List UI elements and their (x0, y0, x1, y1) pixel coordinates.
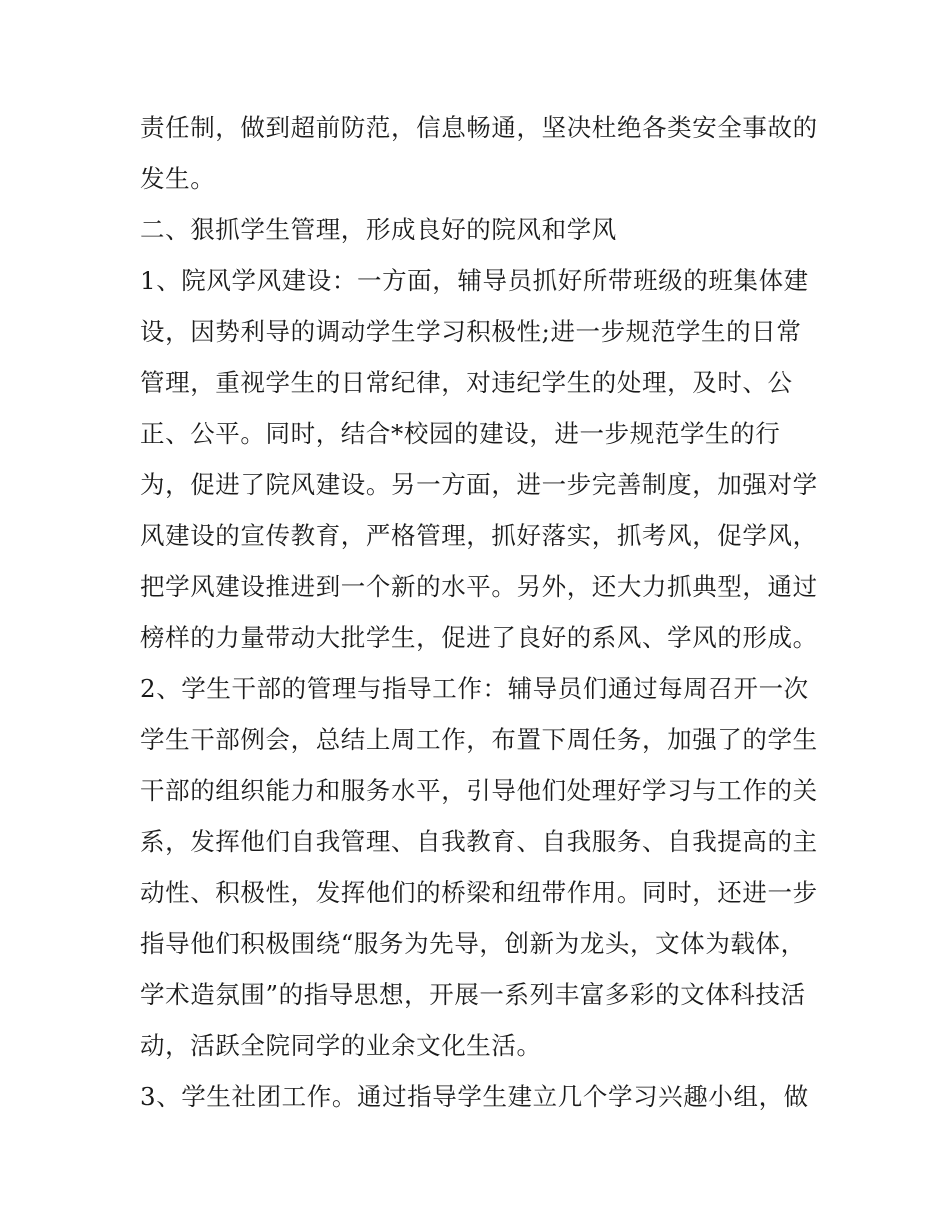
text-line: 把学风建设推进到一个新的水平。另外，还大力抓典型，通过 (140, 572, 818, 601)
text-line: 学术造氛围”的指导思想，开展一系列丰富多彩的文体科技活 (140, 980, 806, 1009)
text-line: 动，活跃全院同学的业余文化生活。 (140, 1031, 542, 1060)
text-line: 指导他们积极围绕“服务为先导，创新为龙头，文体为载体， (140, 929, 806, 958)
text-line: 管理，重视学生的日常纪律，对违纪学生的处理，及时、公 (140, 368, 793, 397)
text-line: 动性、积极性，发挥他们的桥梁和纽带作用。同时，还进一步 (140, 878, 818, 907)
text-line: 责任制，做到超前防范，信息畅通，坚决杜绝各类安全事故的 (140, 113, 818, 142)
section-heading: 二、狠抓学生管理，形成良好的院风和学风 (140, 215, 617, 244)
text-line: 1、院风学风建设：一方面，辅导员抓好所带班级的班集体建 (140, 266, 809, 295)
text-line: 3、学生社团工作。通过指导学生建立几个学习兴趣小组，做 (140, 1082, 809, 1111)
text-line: 正、公平。同时，结合*校园的建设，进一步规范学生的行 (140, 419, 781, 448)
text-line: 为，促进了院风建设。另一方面，进一步完善制度，加强对学 (140, 470, 818, 499)
text-line: 设，因势利导的调动学生学习积极性;进一步规范学生的日常 (140, 317, 802, 346)
text-line: 系，发挥他们自我管理、自我教育、自我服务、自我提高的主 (140, 827, 818, 856)
text-line: 榜样的力量带动大批学生，促进了良好的系风、学风的形成。 (140, 623, 818, 652)
text-line: 学生干部例会，总结上周工作，布置下周任务，加强了的学生 (140, 725, 818, 754)
text-line: 2、学生干部的管理与指导工作：辅导员们通过每周召开一次 (140, 674, 809, 703)
text-line: 风建设的宣传教育，严格管理，抓好落实，抓考风，促学风， (140, 521, 818, 550)
text-line: 干部的组织能力和服务水平，引导他们处理好学习与工作的关 (140, 776, 818, 805)
text-line: 发生。 (140, 164, 216, 193)
